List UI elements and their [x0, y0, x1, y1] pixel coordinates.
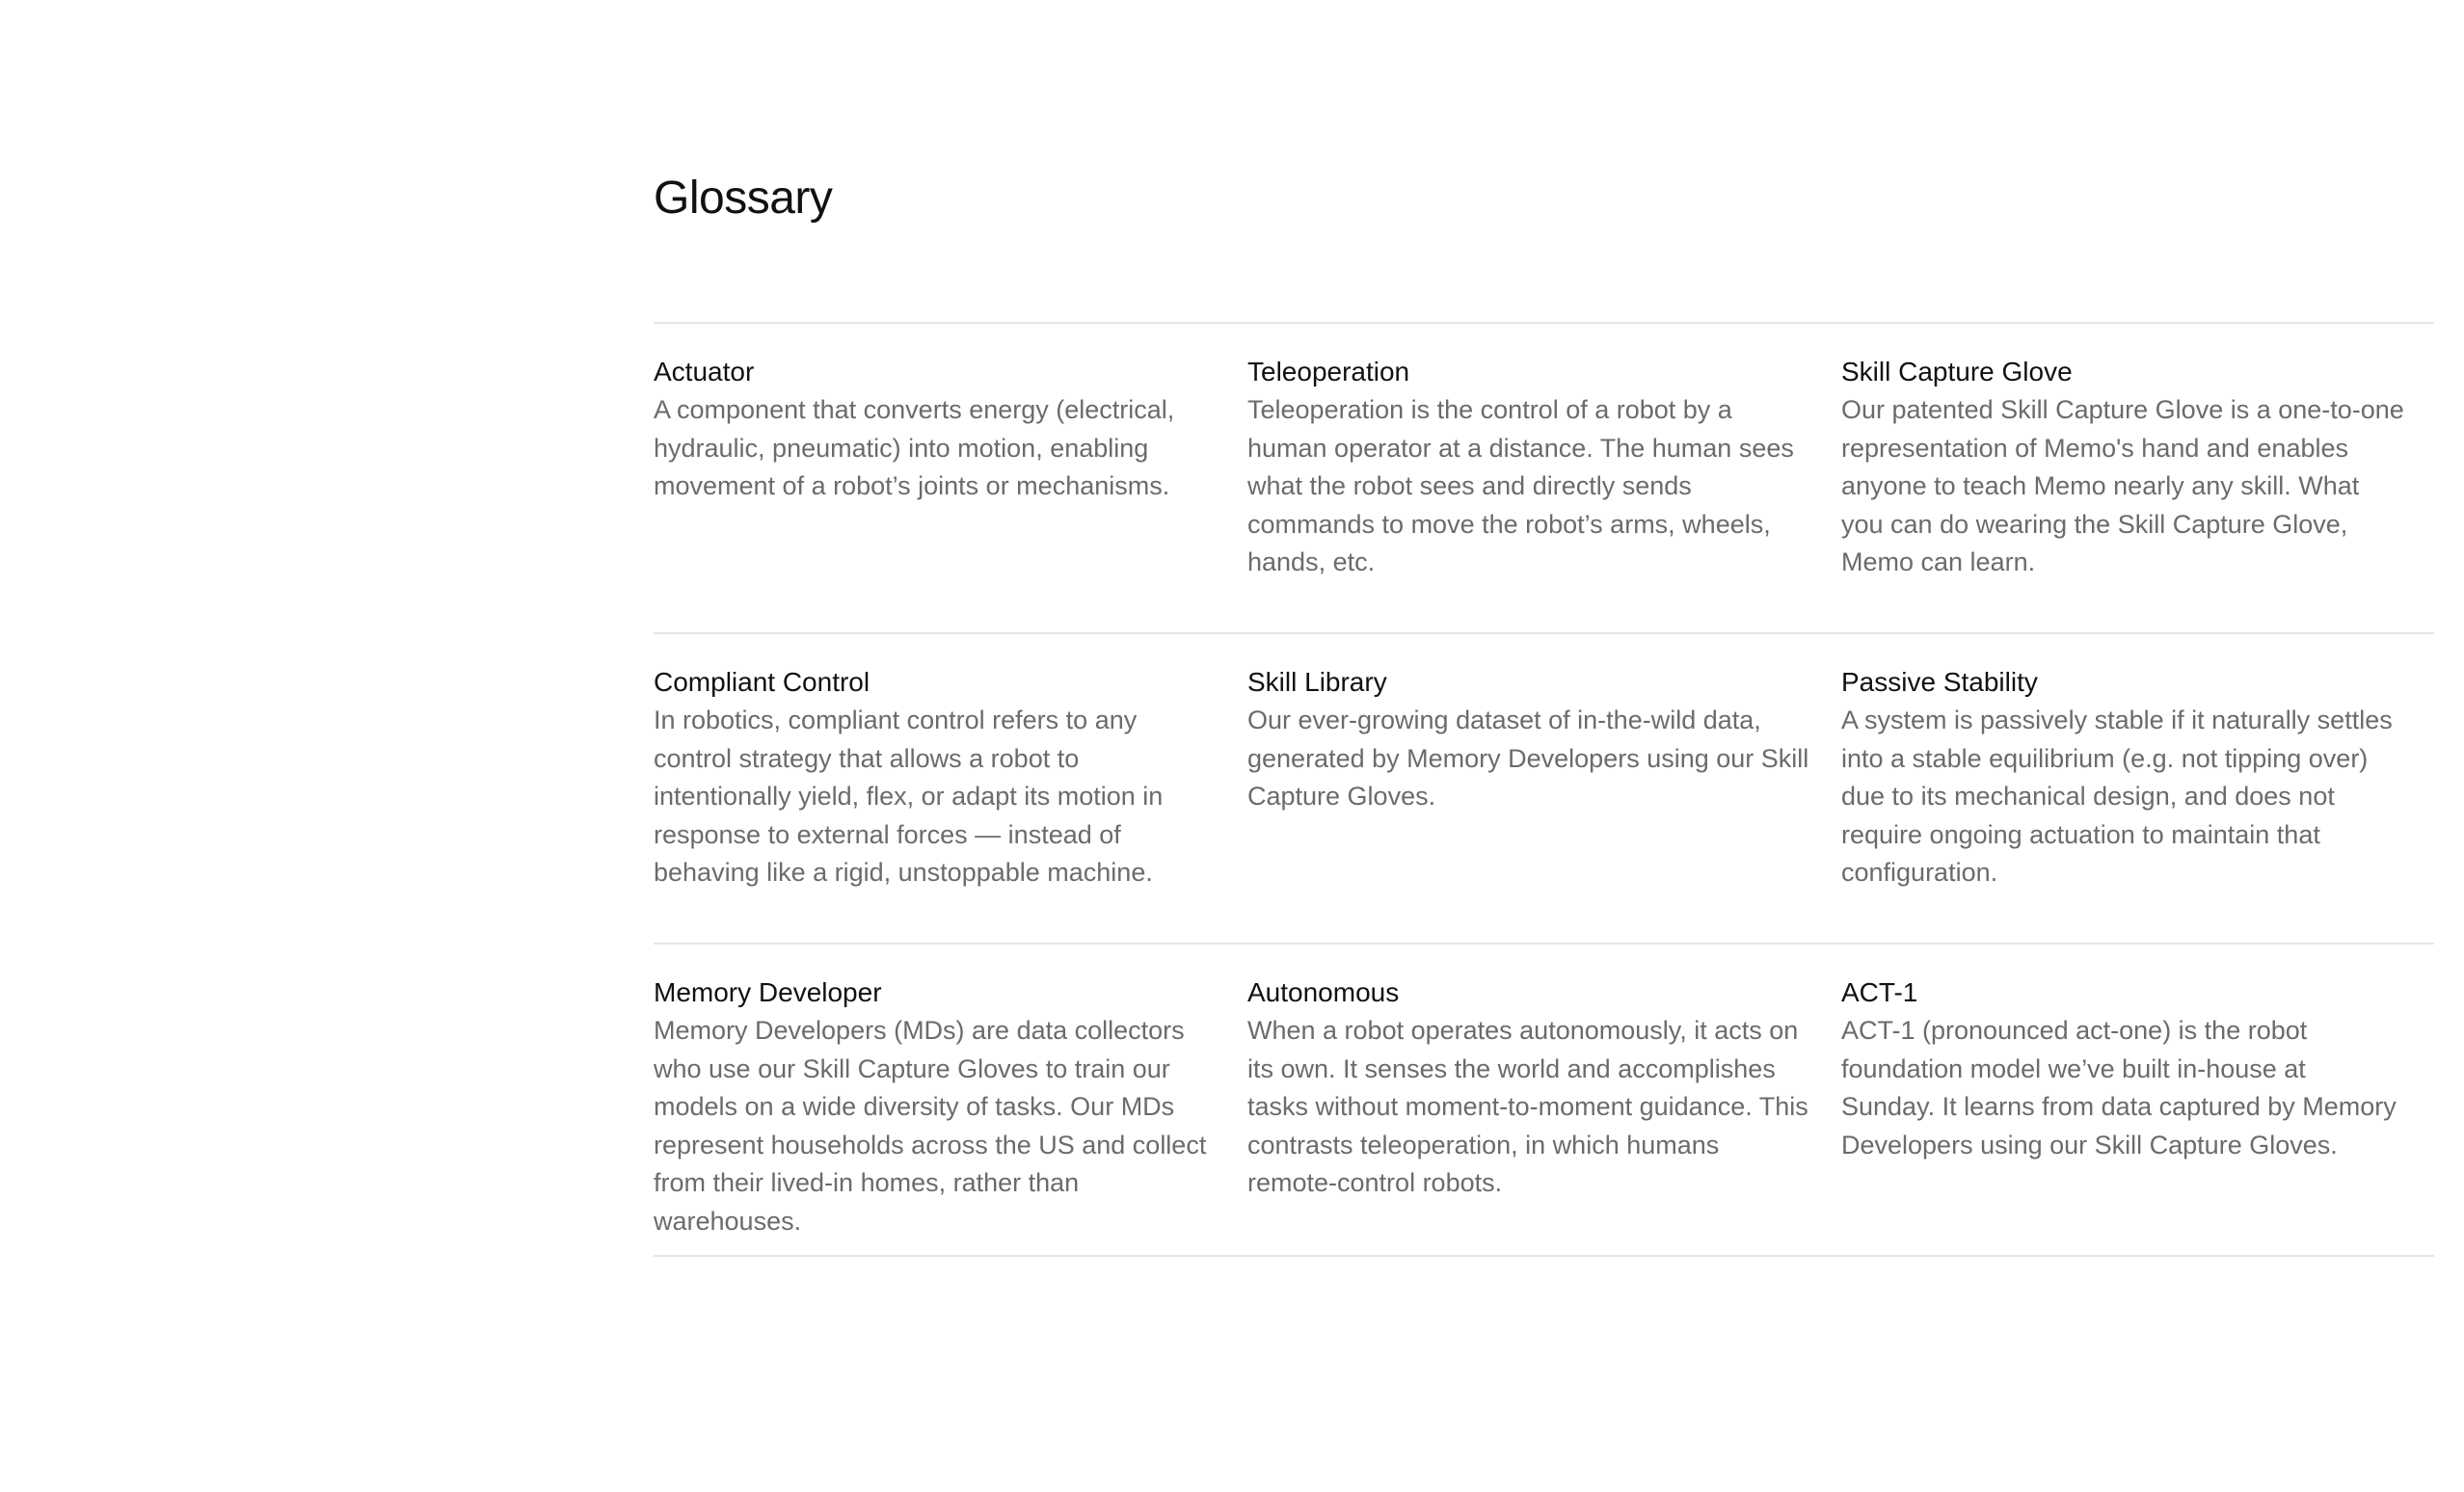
glossary-entry-actuator: [654, 353, 1247, 632]
page-title: Glossary: [654, 173, 833, 224]
glossary-entry-skill-library: [1247, 663, 1841, 943]
glossary-entry-memory-developer: [654, 973, 1247, 1255]
glossary-row: [654, 943, 2434, 1257]
glossary-definition: When a robot operates autonomously, it acts on its own. It senses the world and accomplishes tasks without moment-to-moment guidance. This contrasts teleoperation, in which humans remote-control robots.: [1247, 1016, 1808, 1197]
glossary-definition: Memory Developers (MDs) are data collectors who use our Skill Capture Gloves to train our models on a wide diversity of tasks. Our MDs represent households across the US and collect from their lived-in homes, rather than warehouses.: [654, 1016, 1207, 1236]
glossary-definition: A component that converts energy (electrical, hydraulic, pneumatic) into motion, enabling movement of a robot’s joints or mechanisms.: [654, 395, 1175, 500]
glossary-row: [654, 632, 2434, 943]
glossary-term: Skill Capture Glove: [1841, 357, 2073, 386]
glossary-definition: Our patented Skill Capture Glove is a one-to-one representation of Memo's hand and enables anyone to teach Memo nearly any skill. What you can do wearing the Skill Capture Glove, Memo can learn.: [1841, 395, 2404, 576]
glossary-term: Memory Developer: [654, 977, 882, 1007]
glossary-row: [654, 322, 2434, 632]
glossary-entry-passive-stability: [1841, 663, 2434, 943]
glossary-entry-skill-capture-glove: [1841, 353, 2434, 632]
glossary-term: Actuator: [654, 357, 755, 386]
glossary-definition: A system is passively stable if it naturally settles into a stable equilibrium (e.g. not tipping over) due to its mechanical design, and does not require ongoing actuation to maintain that configuration.: [1841, 706, 2393, 887]
glossary-definition: Teleoperation is the control of a robot by a human operator at a distance. The human sees what the robot sees and directly sends commands to move the robot’s arms, wheels, hands, etc.: [1247, 395, 1794, 576]
glossary-term: Passive Stability: [1841, 667, 2038, 697]
glossary-grid: [654, 322, 2434, 1257]
glossary-entry-act-1: [1841, 973, 2434, 1255]
glossary-entry-compliant-control: [654, 663, 1247, 943]
glossary-entry-autonomous: [1247, 973, 1841, 1255]
glossary-definition: ACT-1 (pronounced act-one) is the robot foundation model we’ve built in-house at Sunday. It learns from data captured by Memory Developers using our Skill Capture Gloves.: [1841, 1016, 2397, 1159]
glossary-term: Teleoperation: [1247, 357, 1410, 386]
glossary-entry-teleoperation: [1247, 353, 1841, 632]
glossary-term: Skill Library: [1247, 667, 1387, 697]
glossary-term: Compliant Control: [654, 667, 870, 697]
glossary-definition: In robotics, compliant control refers to any control strategy that allows a robot to intentionally yield, flex, or adapt its motion in response to external forces — instead of behaving like a rigid, unstoppable machine.: [654, 706, 1164, 887]
glossary-term: ACT-1: [1841, 977, 1918, 1007]
glossary-term: Autonomous: [1247, 977, 1400, 1007]
glossary-definition: Our ever-growing dataset of in-the-wild data, generated by Memory Developers using our Skill Capture Gloves.: [1247, 706, 1809, 811]
